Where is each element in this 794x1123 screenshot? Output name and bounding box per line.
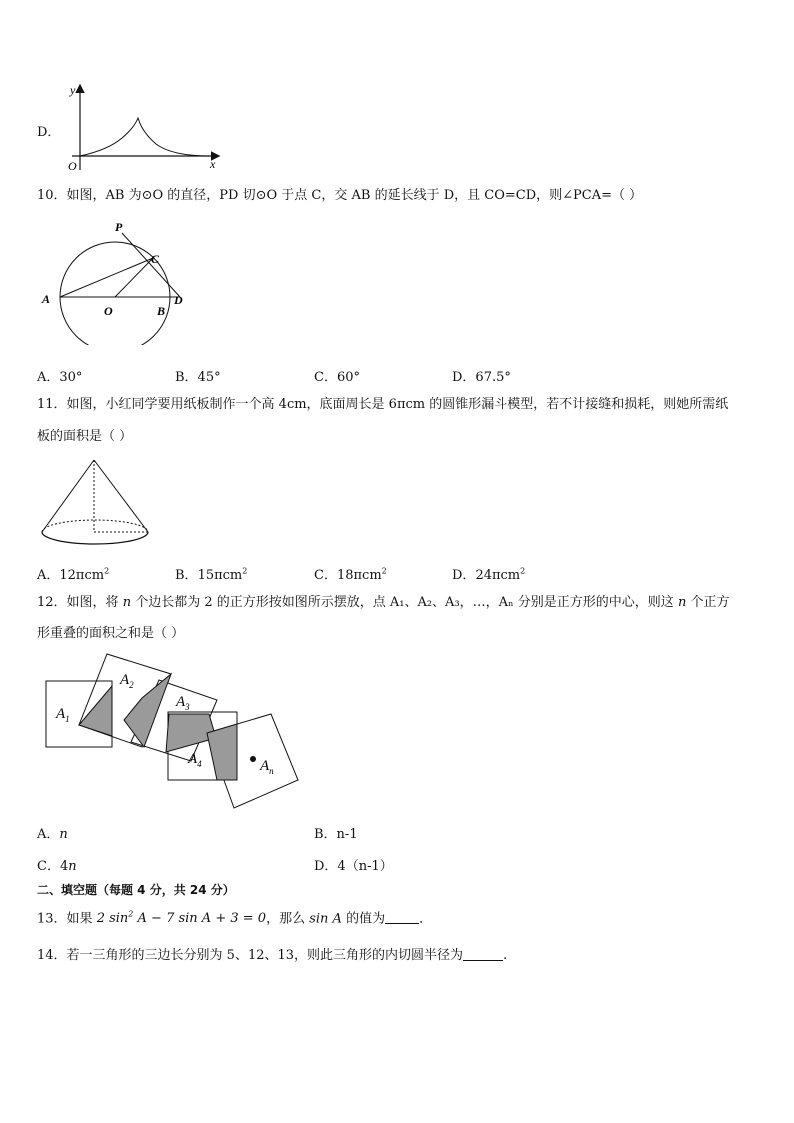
label-an: $A_n$ (260, 758, 274, 776)
origin-label: O (68, 159, 77, 172)
point-a-label: A (42, 292, 51, 306)
q11-cone-figure (38, 456, 152, 550)
point-d-label: D (174, 293, 183, 307)
segment-ac (60, 258, 153, 297)
q9-option-d-graph (60, 80, 230, 172)
q12-option-d[interactable]: D．4（n-1） (314, 859, 393, 874)
q11-option-a[interactable]: A．12πcm$^2$ (37, 566, 110, 583)
q12-stem-line1: 12．如图，将 n 个边长都为 2 的正方形按如图所示摆放，点 A₁、A₂、A₃，…，Aₙ 分别是正方形的中心，则这 n 个正方 (37, 595, 730, 610)
cone-right-slant (94, 460, 148, 532)
q12-option-c[interactable]: C．4n (37, 859, 77, 874)
x-axis-label: x (210, 157, 216, 171)
label-a1: $A_1$ (56, 706, 70, 724)
q14: 14．若一三角形的三边长分别为 5、12、13，则此三角形的内切圆半径为 . (37, 948, 508, 963)
point-p-label: P (115, 220, 123, 234)
q11-stem-line2: 板的面积是（ ） (37, 429, 133, 444)
label-a3: $A_3$ (176, 694, 190, 712)
q11-option-d[interactable]: D．24πcm$^2$ (452, 566, 526, 583)
q11-option-b[interactable]: B．15πcm$^2$ (175, 566, 248, 583)
q13: 13．如果 2 $\sin^2 A - 7$ sin A + 3 = 0，那么 sin A 的值为 ． (37, 910, 433, 927)
cone-base-front (42, 532, 148, 544)
point-b-label: B (157, 304, 166, 318)
q12-option-a[interactable]: A．n (37, 827, 68, 842)
section-2-heading: 二、填空题（每题 4 分，共 24 分） (37, 883, 235, 897)
q10-stem: 10．如图，AB 为⊙O 的直径，PD 切⊙O 于点 C，交 AB 的延长线于 D，且 CO=CD，则∠PCA=（ ） (37, 188, 643, 203)
point-c-label: C (151, 252, 160, 266)
point-o-label: O (104, 304, 113, 318)
q13-answer-blank[interactable] (385, 911, 419, 924)
q10-option-c[interactable]: C．60° (314, 370, 360, 385)
q9-option-d-label: D． (37, 125, 61, 140)
cone-base-back (42, 520, 148, 532)
q10-option-a[interactable]: A．30° (37, 370, 83, 385)
q11-stem-line1: 11．如图，小红同学要用纸板制作一个高 4cm，底面周长是 6πcm 的圆锥形漏斗模型，若不计接缝和损耗，则她所需纸 (37, 397, 729, 412)
q12-squares-figure (38, 648, 304, 812)
q12-option-b[interactable]: B．n-1 (314, 827, 358, 842)
function-curve (80, 118, 210, 156)
y-axis-label: y (70, 83, 76, 97)
q10-option-b[interactable]: B．45° (175, 370, 221, 385)
label-a4: $A_4$ (188, 751, 202, 769)
q11-option-c[interactable]: C．18πcm$^2$ (314, 566, 387, 583)
q13-equation: 2 $\sin^2 A - 7$ sin A + 3 = 0 (96, 910, 267, 927)
label-a2: $A_2$ (120, 672, 134, 690)
q10-option-d[interactable]: D．67.5° (452, 370, 511, 385)
overlap-4[interactable] (207, 724, 237, 780)
q12-stem-line2: 形重叠的面积之和是（ ） (37, 626, 185, 641)
overlap-1[interactable] (79, 686, 112, 736)
center-an-dot (250, 756, 256, 762)
q14-answer-blank[interactable] (463, 948, 503, 961)
segment-oc (115, 258, 153, 297)
q10-circle-figure (36, 215, 196, 345)
